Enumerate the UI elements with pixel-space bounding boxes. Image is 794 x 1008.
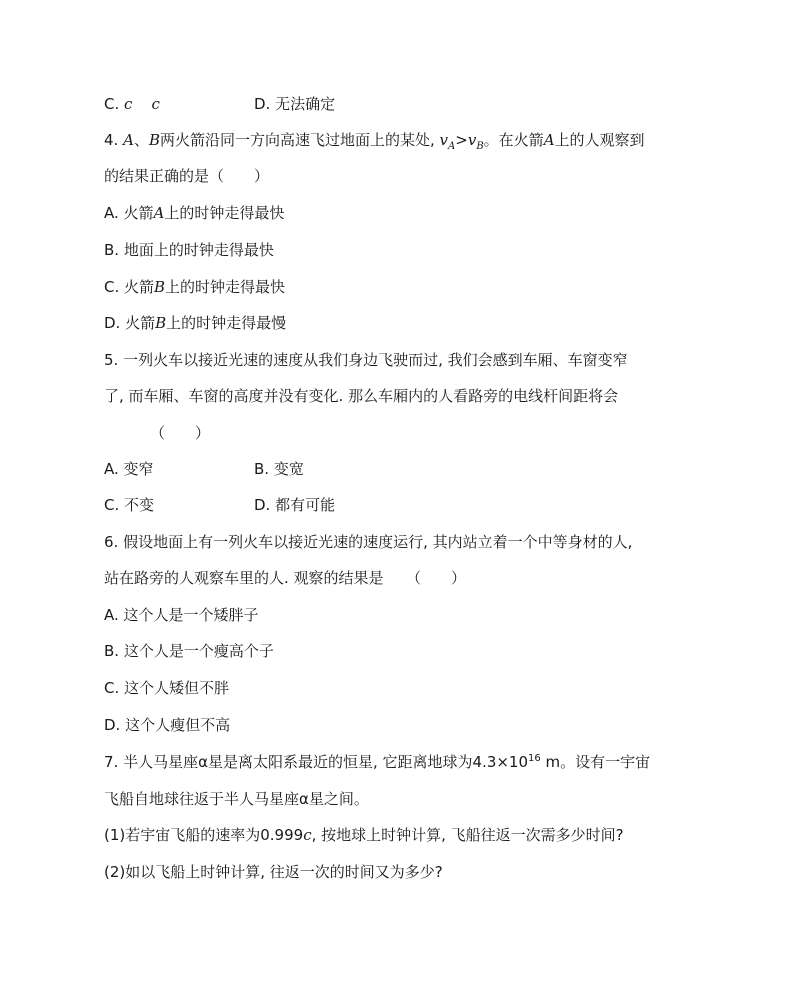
- q7-sub1-post: , 按地球上时钟计算, 飞船往返一次需多少时间?: [311, 826, 624, 844]
- q7-sub1-var: c: [303, 826, 312, 844]
- q4-vb: v: [467, 131, 477, 149]
- q3-option-c-prefix: C.: [104, 95, 125, 113]
- q6-option-b: B. 这个人是一个瘦高个子: [104, 642, 274, 660]
- q5-stem-line3: （ ）: [150, 424, 211, 442]
- q7-sub1-pre: (1)若宇宙飞船的速率为0.999: [104, 826, 304, 844]
- q4-var-a2: A: [543, 131, 555, 149]
- q4-opt-c-var: B: [154, 278, 166, 296]
- q7-line1-post: m。设有一宇宙: [540, 753, 651, 771]
- q3-option-c-var1: c: [124, 95, 133, 113]
- q5-stem-line1: 5. 一列火车以接近光速的速度从我们身边飞驶而过, 我们会感到车厢、车窗变窄: [104, 351, 628, 369]
- q4-text2: 。在火箭: [483, 131, 544, 149]
- q5-option-b: B. 变宽: [254, 460, 304, 478]
- q4-vb-sub: B: [476, 141, 484, 152]
- q6-stem-line2: 站在路旁的人观察车里的人. 观察的结果是 （ ）: [104, 569, 467, 587]
- q5-option-d: D. 都有可能: [254, 496, 336, 514]
- q5-option-c: C. 不变: [104, 496, 155, 514]
- q7-line1-sup: 16: [528, 753, 541, 764]
- q4-opt-c-post: 上的时钟走得最快: [165, 278, 286, 296]
- q4-number: 4.: [104, 131, 124, 149]
- q3-option-c: [104, 94, 160, 114]
- q4-sep: 、: [133, 131, 149, 149]
- q4-gt: >: [455, 131, 468, 149]
- q4-opt-a-var: A: [153, 204, 165, 222]
- q4-opt-a-pre: A. 火箭: [104, 204, 154, 222]
- q4-opt-c-pre: C. 火箭: [104, 278, 155, 296]
- q5-option-a: A. 变窄: [104, 460, 154, 478]
- q4-option-c: [104, 277, 285, 297]
- q4-var-b: B: [148, 131, 160, 149]
- q4-option-b: B. 地面上的时钟走得最快: [104, 241, 274, 259]
- q3-option-c-var2: c: [151, 95, 160, 113]
- q3-option-d: D. 无法确定: [254, 95, 336, 113]
- q4-text3: 上的人观察到: [554, 131, 645, 149]
- q4-opt-a-post: 上的时钟走得最快: [164, 204, 285, 222]
- q4-text1: 两火箭沿同一方向高速飞过地面上的某处,: [159, 131, 440, 149]
- q4-stem-line2: 的结果正确的是（ ）: [104, 167, 270, 185]
- q5-stem-line2: 了, 而车厢、车窗的高度并没有变化. 那么车厢内的人看路旁的电线杆间距将会: [104, 387, 619, 405]
- q6-option-a: A. 这个人是一个矮胖子: [104, 606, 259, 624]
- q4-var-a: A: [123, 131, 134, 149]
- q4-opt-d-post: 上的时钟走得最慢: [166, 314, 287, 332]
- q7-stem-line2: 飞船自地球往返于半人马星座α星之间。: [104, 790, 369, 808]
- q6-stem-line1: 6. 假设地面上有一列火车以接近光速的速度运行, 其内站立着一个中等身材的人,: [104, 533, 633, 551]
- q4-option-a: [104, 203, 284, 223]
- q4-va: v: [439, 131, 449, 149]
- q7-sub-question-2: (2)如以飞船上时钟计算, 往返一次的时间又为多少?: [104, 863, 443, 881]
- q4-opt-d-var: B: [155, 314, 167, 332]
- q7-stem-line1: [104, 752, 650, 772]
- q4-va-sub: A: [448, 141, 456, 152]
- q7-sub-question-1: [104, 825, 624, 845]
- q6-option-c: C. 这个人矮但不胖: [104, 679, 230, 697]
- q4-option-d: [104, 313, 286, 333]
- q4-opt-d-pre: D. 火箭: [104, 314, 156, 332]
- q7-line1-pre: 7. 半人马星座α星是离太阳系最近的恒星, 它距离地球为4.3×10: [104, 753, 529, 771]
- q6-option-d: D. 这个人瘦但不高: [104, 716, 231, 734]
- q4-stem-line1: [104, 130, 645, 150]
